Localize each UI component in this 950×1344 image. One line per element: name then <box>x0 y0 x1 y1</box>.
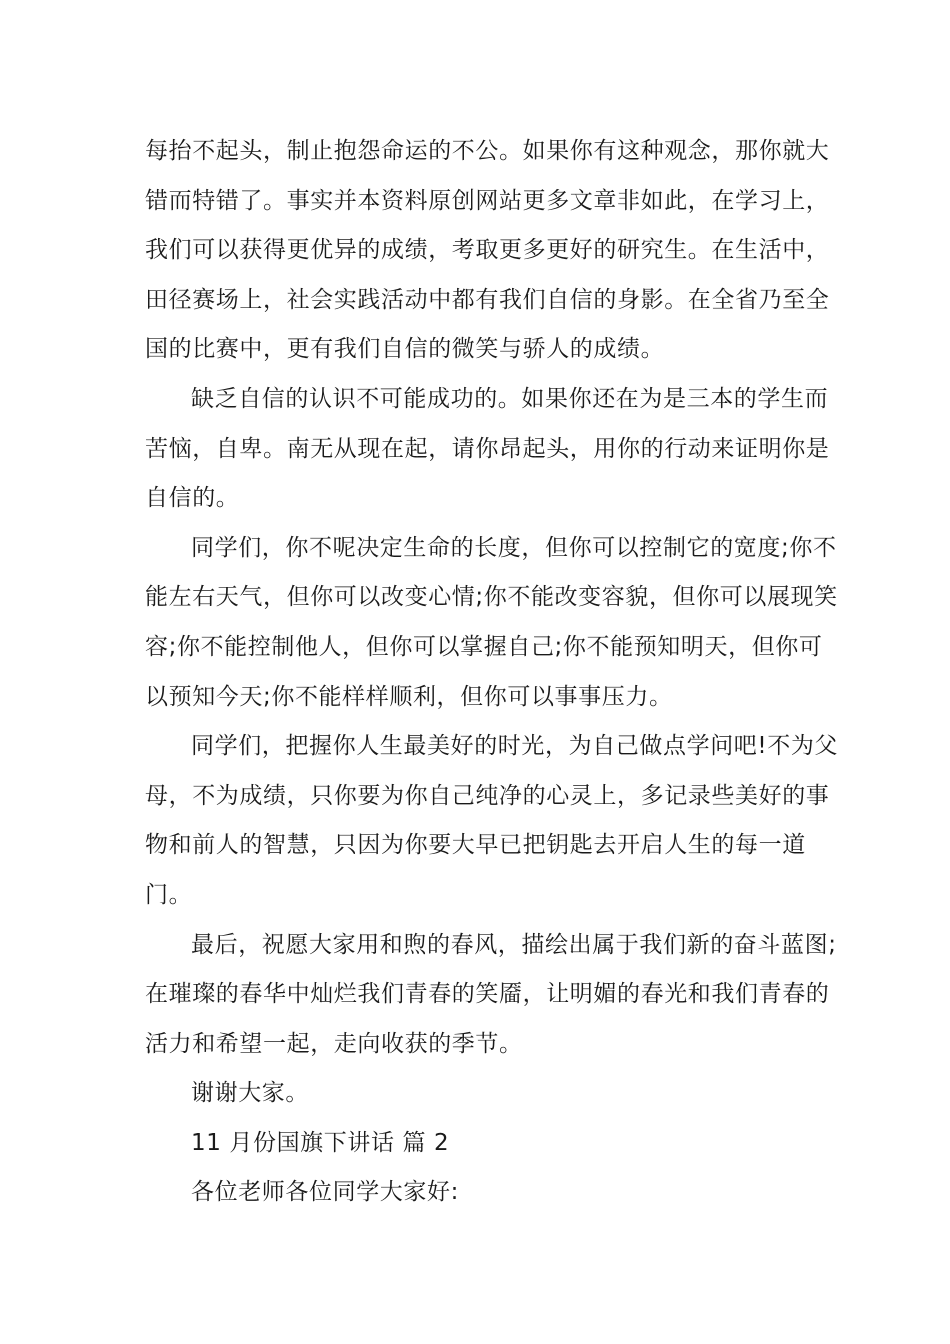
text-line: 门。 <box>145 881 193 908</box>
text-line: 能左右天气，但你可以改变心情;你不能改变容貌，但你可以展现笑 <box>145 584 838 611</box>
paragraph-1 <box>145 127 830 375</box>
text-line: 在璀璨的春华中灿烂我们青春的笑靥，让明媚的春光和我们青春的 <box>145 981 830 1008</box>
text-line: 国的比赛中，更有我们自信的微笑与骄人的成绩。 <box>145 336 665 363</box>
text-line: 苦恼，自卑。南无从现在起，请你昂起头，用你的行动来证明你是 <box>145 435 830 462</box>
paragraph-2 <box>145 375 830 524</box>
section-heading <box>145 1119 810 1169</box>
paragraph-5 <box>145 921 837 1070</box>
text-line: 自信的。 <box>145 485 240 512</box>
text-line: 每抬不起头，制止抱怨命运的不公。如果你有这种观念，那你就大 <box>145 138 830 164</box>
paragraph-greeting <box>145 1168 810 1218</box>
text-line: 最后，祝愿大家用和煦的春风，描绘出属于我们新的奋斗蓝图; <box>191 931 837 958</box>
paragraph-3 <box>145 524 838 722</box>
text-line: 容;你不能控制他人，但你可以掌握自己;你不能预知明天，但你可 <box>145 633 823 660</box>
paragraph-4 <box>145 722 839 920</box>
text-line: 以预知今天;你不能样样顺利，但你可以事事压力。 <box>145 683 673 710</box>
text-line: 缺乏自信的认识不可能成功的。如果你还在为是三本的学生而 <box>191 385 829 412</box>
document-body <box>145 127 839 1218</box>
paragraph-thanks <box>145 1069 810 1119</box>
text-line: 物和前人的智慧，只因为你要大早已把钥匙去开启人生的每一道 <box>145 832 806 859</box>
text-line: 同学们，你不呢决定生命的长度，但你可以控制它的宽度;你不 <box>191 534 837 561</box>
text-line: 各位老师各位同学大家好: <box>191 1179 459 1206</box>
text-line: 田径赛场上，社会实践活动中都有我们自信的身影。在全省乃至全 <box>145 286 830 313</box>
text-line: 同学们，把握你人生最美好的时光，为自己做点学问吧!不为父 <box>191 733 839 760</box>
text-line: 谢谢大家。 <box>191 1080 309 1107</box>
text-line: 错而特错了。事实并本资料原创网站更多文章非如此，在学习上， <box>145 187 830 214</box>
text-line: 11 月份国旗下讲话 篇 2 <box>191 1129 450 1156</box>
text-line: 我们可以获得更优异的成绩，考取更多更好的研究生。在生活中， <box>145 237 830 264</box>
text-line: 母，不为成绩，只你要为你自己纯净的心灵上，多记录些美好的事 <box>145 782 830 809</box>
text-line: 活力和希望一起，走向收获的季节。 <box>145 1030 523 1057</box>
